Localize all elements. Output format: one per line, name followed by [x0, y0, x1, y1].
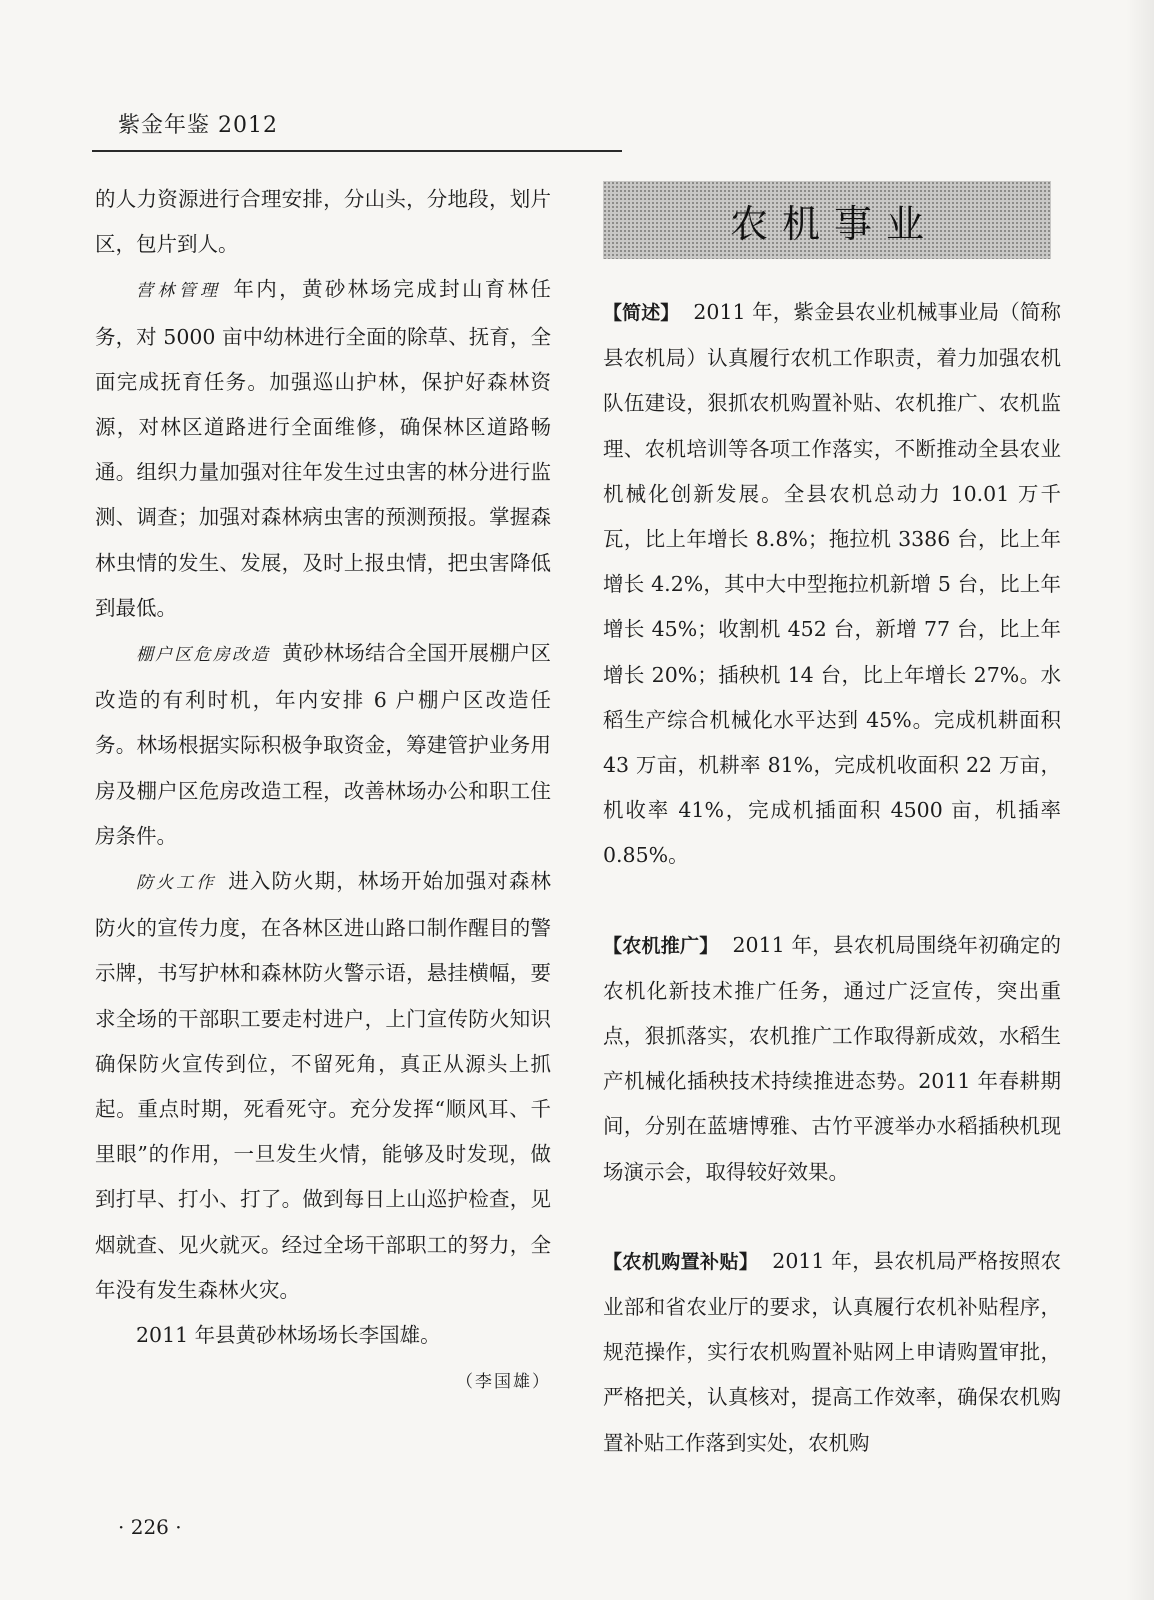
right-column	[603, 290, 1061, 1466]
entry-tag: 【简述】	[603, 302, 680, 324]
paragraph-director: 2011 年县黄砂林场场长李国雄。	[136, 1323, 441, 1348]
page-edge-shadow	[1126, 0, 1154, 1600]
entry-text: 2011 年，县农机局围绕年初确定的农机化新技术推广任务，通过广泛宣传，突出重点，狠抓落实，农机推广工作取得新成效，水稻生产机械化插秧技术持续推进态势。2011 年春耕期间，分别在蓝塘博雅、古竹平渡举办水稻插秧机现场演示会，取得较好效果。	[603, 932, 1061, 1184]
subheading-fire-prevention: 防火工作	[136, 873, 217, 894]
paragraph-fire-prevention	[95, 859, 551, 1313]
section-banner	[603, 181, 1051, 259]
entry-subsidy	[603, 1239, 1061, 1466]
paragraph-forest-management	[95, 267, 551, 631]
entry-text: 2011 年，县农机局严格按照农业部和省农业厅的要求，认真履行农机补贴程序，规范操作，实行农机购置补贴网上申请购置审批，严格把关，认真核对，提高工作效率，确保农机购置补贴工作落到实处，农机购	[603, 1248, 1061, 1455]
subheading-forest-management: 营林管理	[136, 281, 222, 302]
paragraph-text: 黄砂林场结合全国开展棚户区改造的有利时机，年内安排 6 户棚户区改造任务。林场根据实际积极争取资金，筹建管护业务用房及棚户区危房改造工程，改善林场办公和职工住房条件。	[95, 641, 552, 848]
running-title: 紫金年鉴 2012	[118, 113, 278, 138]
paragraph-text: 进入防火期，林场开始加强对森林防火的宣传力度，在各林区进山路口制作醒目的警示牌，书写护林和森林防火警示语，悬挂横幅，要求全场的干部职工要走村进户，上门宣传防火知识确保防火宣传到位，不留死角，真正从源头上抓起。重点时期，死看死守。充分发挥“顺风耳、千里眼”的作用，一旦发生火情，能够及时发现，做到打早、打小、打了。做到每日上山巡护检查，见烟就查、见火就灭。经过全场干部职工的努力，全年没有发生森林火灾。	[95, 869, 552, 1302]
paragraph-text: 年内，黄砂林场完成封山育林任务，对 5000 亩中幼林进行全面的除草、抚育，全面完成抚育任务。加强巡山护林，保护好森林资源，对林区道路进行全面维修，确保林区道路畅通。组织力量加强对往年发生过虫害的林分进行监测、调查；加强对森林病虫害的预测预报。掌握森林虫情的发生、发展，及时上报虫情，把虫害降低到最低。	[95, 277, 552, 620]
paragraph-shanty-renovation	[95, 631, 551, 859]
section-gap	[603, 1195, 1061, 1239]
page-number: · 226 ·	[118, 1515, 182, 1539]
subheading-shanty-renovation: 棚户区危房改造	[136, 645, 271, 666]
entry-promotion	[603, 923, 1061, 1195]
paragraph-continuation: 的人力资源进行合理安排，分山头，分地段，划片区，包片到人。	[95, 187, 551, 257]
entry-text: 2011 年，紫金县农业机械事业局（简称县农机局）认真履行农机工作职责，着力加强农机队伍建设，狠抓农机购置补贴、农机推广、农机监理、农机培训等各项工作落实，不断推动全县农业机械化创新发展。全县农机总动力 10.01 万千瓦，比上年增长 8.8%；拖拉机 3386 台，比上年增长 4.2%，其中大中型拖拉机新增 5 台，比上年增长 45%；收割机 452 台，新增 77 台，比上年增长 20%；插秧机 14 台，比上年增长 27%。水稻生产综合机械化水平达到 45%。完成机耕面积 43 万亩，机耕率 81%，完成机收面积 22 万亩，机收率 41%，完成机插面积 4500 亩，机插率 0.85%。	[603, 300, 1061, 868]
author-byline: （李国雄）	[456, 1372, 551, 1393]
entry-overview	[603, 290, 1061, 879]
header-rule	[92, 150, 622, 152]
entry-tag: 【农机推广】	[603, 934, 719, 957]
section-banner-title: 农机事业	[729, 201, 938, 246]
section-gap	[603, 879, 1061, 923]
entry-tag: 【农机购置补贴】	[603, 1250, 759, 1273]
left-column	[95, 177, 551, 1405]
